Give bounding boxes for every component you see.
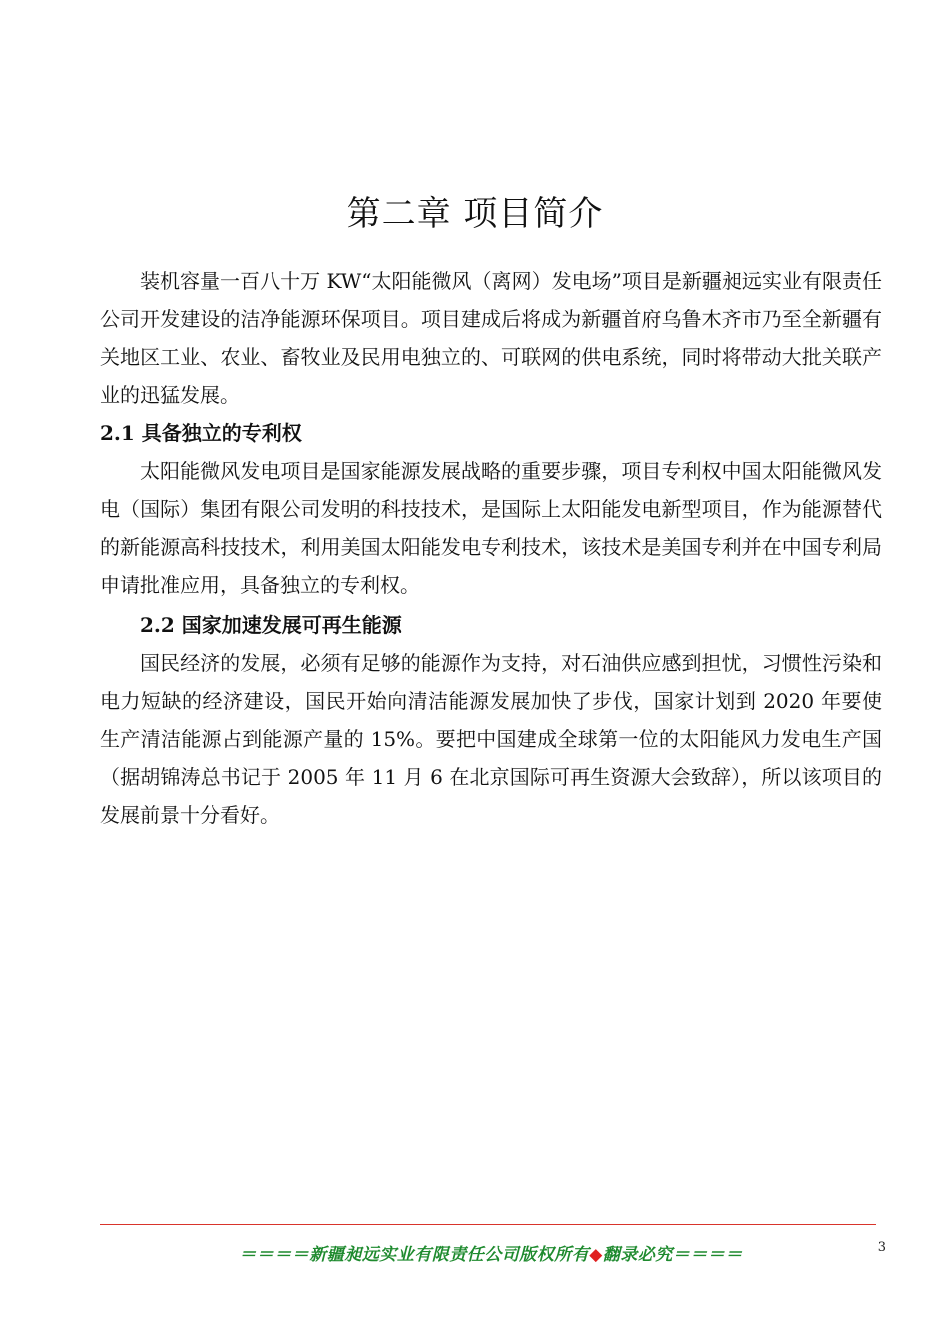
diamond-icon: ◆: [589, 1245, 603, 1265]
page-number: 3: [877, 1240, 886, 1255]
copyright-suffix: 翻录必究＝＝＝＝: [602, 1245, 743, 1265]
footer-divider: [100, 1224, 876, 1225]
document-body: [100, 262, 882, 834]
chapter-title: 第二章 项目简介: [346, 194, 604, 234]
page-footer: [100, 1240, 886, 1265]
copyright-prefix: ＝＝＝＝新疆昶远实业有限责任公司版权所有: [239, 1245, 590, 1265]
intro-paragraph: 装机容量一百八十万 KW“太阳能微风（离网）发电场”项目是新疆昶远实业有限责任公司开发建设的洁净能源环保项目。项目建成后将成为新疆首府乌鲁木齐市乃至全新疆有关地区工业、农业、畜牧业及民用电独立的、可联网的供电系统，同时将带动大批关联产业的迅猛发展。: [100, 269, 882, 407]
section-heading-2-2: 2.2 国家加速发展可再生能源: [140, 613, 402, 637]
section-2-2-paragraph: 国民经济的发展，必须有足够的能源作为支持，对石油供应感到担忧，习惯性污染和电力短缺的经济建设，国民开始向清洁能源发展加快了步伐，国家计划到 2020 年要使生产清洁能源占到能源产量的 15%。要把中国建成全球第一位的太阳能风力发电生产国（据胡锦涛总书记于 2005 年 11 月 6 在北京国际可再生资源大会致辞），所以该项目的发展前景十分看好。: [100, 651, 882, 827]
copyright-notice: [100, 1240, 882, 1265]
section-heading-2-1: 2.1 具备独立的专利权: [100, 421, 302, 445]
section-2-1-paragraph: 太阳能微风发电项目是国家能源发展战略的重要步骤，项目专利权中国太阳能微风发电（国际）集团有限公司发明的科技技术，是国际上太阳能发电新型项目，作为能源替代的新能源高科技技术，利用美国太阳能发电专利技术，该技术是美国专利并在中国专利局申请批准应用，具备独立的专利权。: [100, 459, 882, 597]
